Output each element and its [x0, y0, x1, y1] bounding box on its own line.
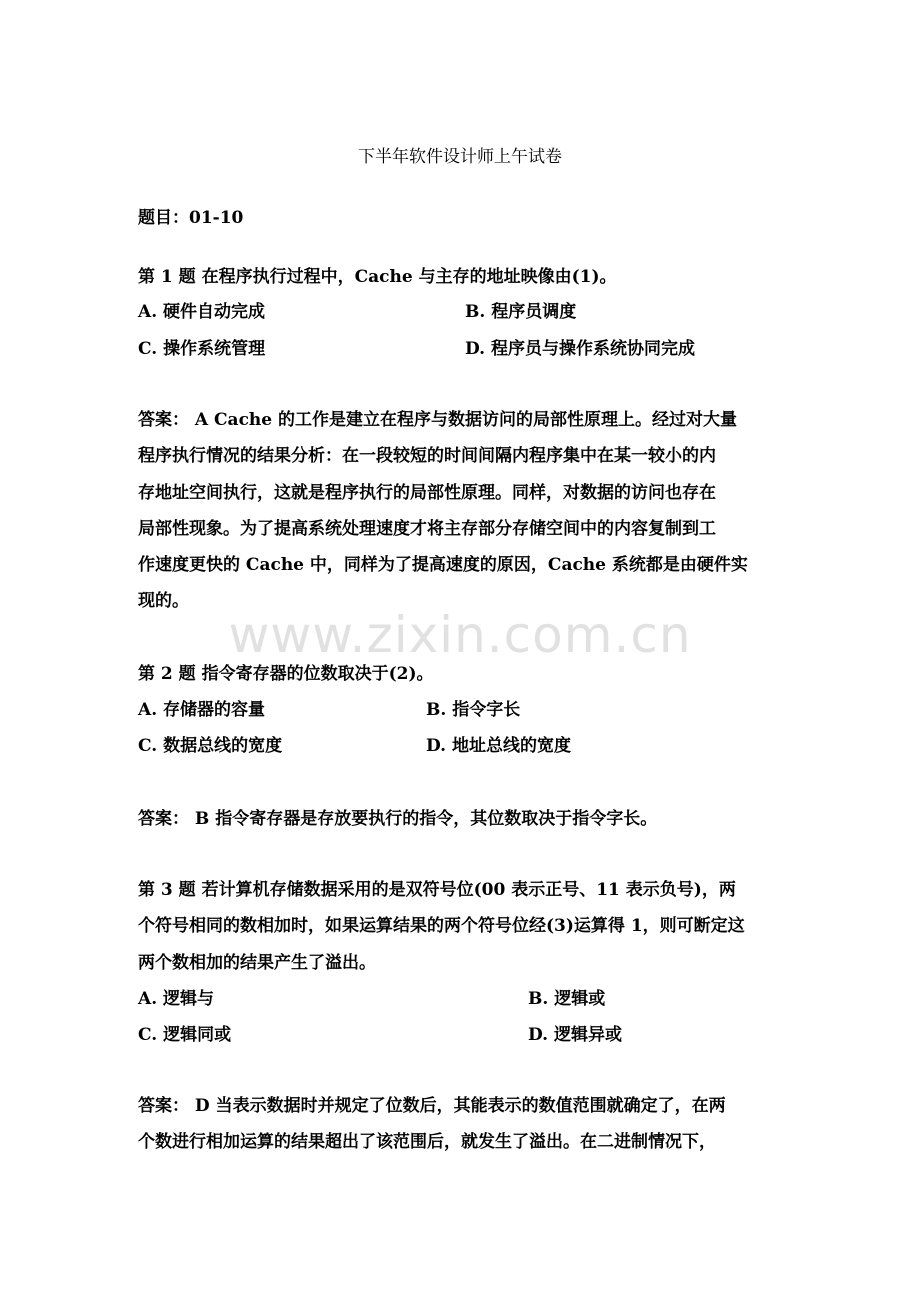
answer-line: 存地址空间执行，这就是程序执行的局部性原理。同样，对数据的访问也存在	[138, 482, 716, 503]
question-3-option-d: D. 逻辑异或	[528, 1025, 622, 1045]
question-3-option-b: B. 逻辑或	[528, 989, 606, 1009]
answer-line: 作速度更快的 Cache 中，同样为了提高速度的原因，Cache 系统都是由硬件实	[138, 555, 748, 576]
question-1-option-d: D. 程序员与操作系统协同完成	[465, 339, 695, 359]
stem-line: 个符号相同的数相加时，如果运算结果的两个符号位经(3)运算得 1，则可断定这	[138, 916, 745, 937]
question-3-answer	[138, 1088, 788, 1161]
answer-line: 答案： D 当表示数据时并规定了位数后，其能表示的数值范围就确定了，在两	[138, 1096, 726, 1116]
stem-line: 第 3 题 若计算机存储数据采用的是双符号位(00 表示正号、11 表示负号)，两	[138, 880, 736, 900]
question-2-answer: 答案： B 指令寄存器是存放要执行的指令，其位数取决于指令字长。	[138, 809, 658, 829]
watermark: www.zixin.com.cn	[228, 606, 692, 664]
question-2-option-c: C. 数据总线的宽度	[138, 736, 283, 756]
question-2-stem: 第 2 题 指令寄存器的位数取决于(2)。	[138, 664, 434, 684]
question-3-option-a: A. 逻辑与	[138, 989, 215, 1009]
page-title: 下半年软件设计师上午试卷	[358, 147, 562, 167]
question-1-option-b: B. 程序员调度	[465, 302, 577, 322]
question-1-answer	[138, 402, 788, 620]
answer-line: 程序执行情况的结果分析：在一段较短的时间间隔内程序集中在某一较小的内	[138, 446, 716, 467]
answer-line: 现的。	[138, 591, 189, 612]
section-heading: 题目：01-10	[138, 208, 244, 228]
stem-line: 两个数相加的结果产生了溢出。	[138, 952, 376, 973]
answer-line: 局部性现象。为了提高系统处理速度才将主存部分存储空间中的内容复制到工	[138, 518, 716, 539]
answer-line: 个数进行相加运算的结果超出了该范围后，就发生了溢出。在二进制情况下，	[138, 1132, 716, 1153]
question-3-stem	[138, 872, 788, 981]
question-1-option-a: A. 硬件自动完成	[138, 302, 266, 322]
question-1-option-c: C. 操作系统管理	[138, 339, 266, 359]
question-2-option-b: B. 指令字长	[426, 700, 521, 720]
answer-line: 答案： A Cache 的工作是建立在程序与数据访问的局部性原理上。经过对大量	[138, 410, 738, 430]
question-2-option-a: A. 存储器的容量	[138, 700, 266, 720]
question-2-option-d: D. 地址总线的宽度	[426, 736, 571, 756]
question-1-stem: 第 1 题 在程序执行过程中，Cache 与主存的地址映像由(1)。	[138, 267, 617, 287]
question-3-option-c: C. 逻辑同或	[138, 1025, 232, 1045]
